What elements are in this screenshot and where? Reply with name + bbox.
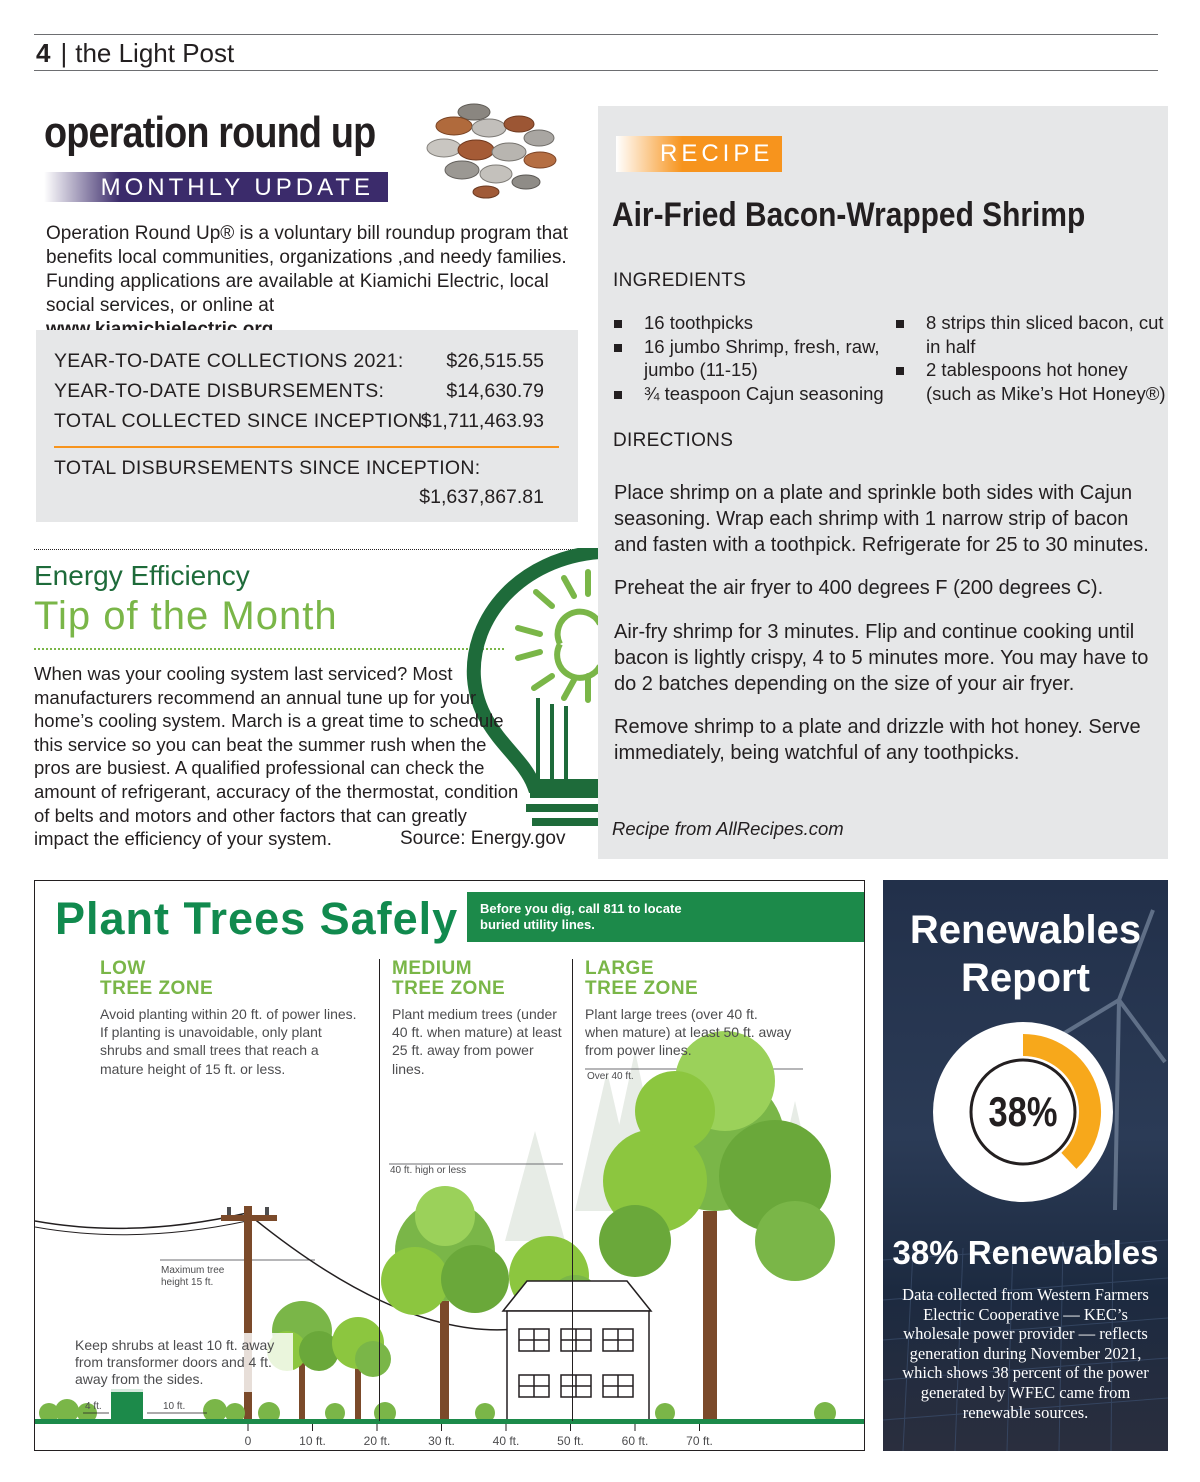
ingredient-item: ¾ teaspoon Cajun seasoning [614, 382, 884, 406]
recipe-tag-label: RECIPE [660, 140, 774, 167]
publication-name: the Light Post [75, 37, 235, 68]
total-disbursed-label: TOTAL DISBURSEMENTS SINCE INCEPTION: [54, 457, 481, 479]
ytd-collections-value: $26,515.55 [446, 350, 544, 372]
page-header [36, 36, 234, 70]
stats-divider [54, 446, 559, 448]
oru-stats-box [36, 330, 578, 522]
ytd-collections-label: YEAR-TO-DATE COLLECTIONS 2021: [54, 350, 404, 372]
low-zone-text: Avoid planting within 20 ft. of power lines. If planting is unavoidable, only plant shrubs and small trees that reach a mature height of 15 ft. or less. [100, 1006, 357, 1077]
four-ft-label: 4 ft. [85, 1401, 102, 1412]
ytd-disbursements-value: $14,630.79 [446, 380, 544, 402]
ingredients-heading: INGREDIENTS [613, 270, 747, 291]
low-zone-heading [100, 959, 213, 999]
axis-label: 10 ft. [299, 1434, 326, 1448]
call-811-callout [467, 892, 865, 942]
call-811-text: Before you dig, call 811 to locate buried utility lines. [480, 901, 682, 932]
oru-band [44, 172, 388, 202]
ytd-disbursements-label: YEAR-TO-DATE DISBURSEMENTS: [54, 380, 385, 402]
zone-divider [379, 959, 380, 1421]
total-collected-value: $1,711,463.93 [420, 410, 544, 432]
total-collected-label: TOTAL COLLECTED SINCE INCEPTION: [54, 410, 429, 432]
axis-label: 40 ft. [492, 1434, 520, 1448]
max-height-note: Maximum tree height 15 ft. [161, 1265, 225, 1288]
oru-title: operation round up [44, 108, 376, 157]
axis-label: 70 ft. [686, 1434, 713, 1448]
total-disbursed-value: $1,637,867.81 [419, 486, 544, 508]
oru-description [46, 222, 576, 342]
direction-step: Preheat the air fryer to 400 degrees F (200 degrees C). [614, 577, 1104, 599]
renewables-title-2: Report [961, 956, 1090, 1000]
page-number: 4 [36, 37, 51, 68]
medium-zone-heading-2: TREE ZONE [392, 978, 506, 999]
large-zone-heading [585, 959, 698, 999]
ingredient-item: 8 strips thin sliced bacon, cut in half [896, 311, 1166, 358]
ten-ft-label: 10 ft. [163, 1401, 186, 1412]
direction-step: Air-fry shrimp for 3 minutes. Flip and continue cooking until bacon is lightly crispy, 4 to 5 minutes more. You may have to do 2 batches depending on the size of your air fryer. [614, 621, 1149, 695]
axis-label: 30 ft. [428, 1434, 455, 1448]
zone-divider [572, 959, 573, 1421]
recipe-tag [616, 136, 782, 172]
renewables-title-1: Renewables [909, 908, 1142, 952]
energy-title: Tip of the Month [34, 594, 338, 638]
axis-label: 60 ft. [621, 1434, 649, 1448]
ingredient-item: 16 toothpicks [614, 311, 884, 335]
plant-trees-title: Plant Trees Safely [55, 893, 459, 944]
header-separator: | [60, 37, 68, 68]
energy-dotted-rule [34, 648, 504, 650]
oru-body: Operation Round Up® is a voluntary bill roundup program that benefits local communities, organizations ,and needy families. Funding applications are available at Kiamichi Electric, local social services, or online at [46, 223, 569, 316]
oru-band-label: MONTHLY UPDATE [100, 174, 374, 201]
directions-heading: DIRECTIONS [613, 430, 734, 451]
large-zone-text: Plant large trees (over 40 ft. when mature) at least 50 ft. away from power lines. [585, 1006, 792, 1059]
header-rule-bottom [34, 70, 1158, 71]
large-height-note: Over 40 ft. [587, 1071, 634, 1082]
large-zone-heading-1: LARGE [585, 958, 654, 979]
energy-body: When was your cooling system last serviced? Most manufacturers recommend an annual tune up for your home’s cooling system. March is a great time to schedule this service so you can beat the summer rush when the pros are busiest. A qualified professional can check the amount of refrigerant, accuracy of the thermostat, condition of belts and motors and other factors that can greatly impact the efficiency of your system. [34, 663, 519, 850]
large-zone-heading-2: TREE ZONE [585, 978, 699, 999]
coins-image [414, 94, 564, 204]
renewables-percent: 38% [988, 1088, 1058, 1135]
low-zone-heading-1: LOW [100, 958, 146, 979]
shrub-note: Keep shrubs at least 10 ft. away from transformer doors and 4 ft. away from the sides. [71, 1333, 293, 1392]
renewables-title [883, 906, 1168, 1002]
renewables-panel [883, 880, 1168, 1451]
medium-zone-text: Plant medium trees (under 40 ft. when mature) at least 25 ft. away from power lines. [392, 1006, 562, 1077]
axis-label: 20 ft. [363, 1434, 391, 1448]
recipe-title: Air-Fried Bacon-Wrapped Shrimp [612, 196, 1086, 234]
energy-source: Source: Energy.gov [400, 828, 566, 849]
medium-zone-heading-1: MEDIUM [392, 958, 473, 979]
recipe-source: Recipe from AllRecipes.com [612, 818, 844, 839]
ingredients-list-left [614, 311, 884, 405]
ingredient-item: 16 jumbo Shrimp, fresh, raw, jumbo (11-15) [614, 335, 884, 382]
direction-step: Remove shrimp to a plate and drizzle with hot honey. Serve immediately, being watchful of any toothpicks. [614, 716, 1141, 764]
low-zone-heading-2: TREE ZONE [100, 978, 214, 999]
medium-height-note: 40 ft. high or less [390, 1165, 467, 1176]
ingredients-list-right [896, 311, 1166, 405]
renewables-subtitle: 38% Renewables [892, 1234, 1159, 1271]
axis-label: 50 ft. [557, 1434, 584, 1448]
direction-step: Place shrimp on a plate and sprinkle both sides with Cajun seasoning. Wrap each shrimp with 1 narrow strip of bacon and fasten with a toothpick. Refrigerate for 25 to 30 minutes. [614, 482, 1149, 556]
axis-label: 0 [244, 1434, 252, 1448]
plant-trees-panel [34, 880, 865, 1451]
energy-kicker: Energy Efficiency [34, 560, 250, 591]
medium-zone-heading [392, 959, 505, 999]
renewables-body: Data collected from Western Farmers Electric Cooperative — KEC’s wholesale power provider — reflects generation during November 2021, which shows 38 percent of the power generated by WFEC came from renewable sources. [902, 1285, 1149, 1422]
ingredient-item: 2 tablespoons hot honey (such as Mike’s Hot Honey®) [896, 358, 1166, 405]
header-rule-top [34, 34, 1158, 35]
